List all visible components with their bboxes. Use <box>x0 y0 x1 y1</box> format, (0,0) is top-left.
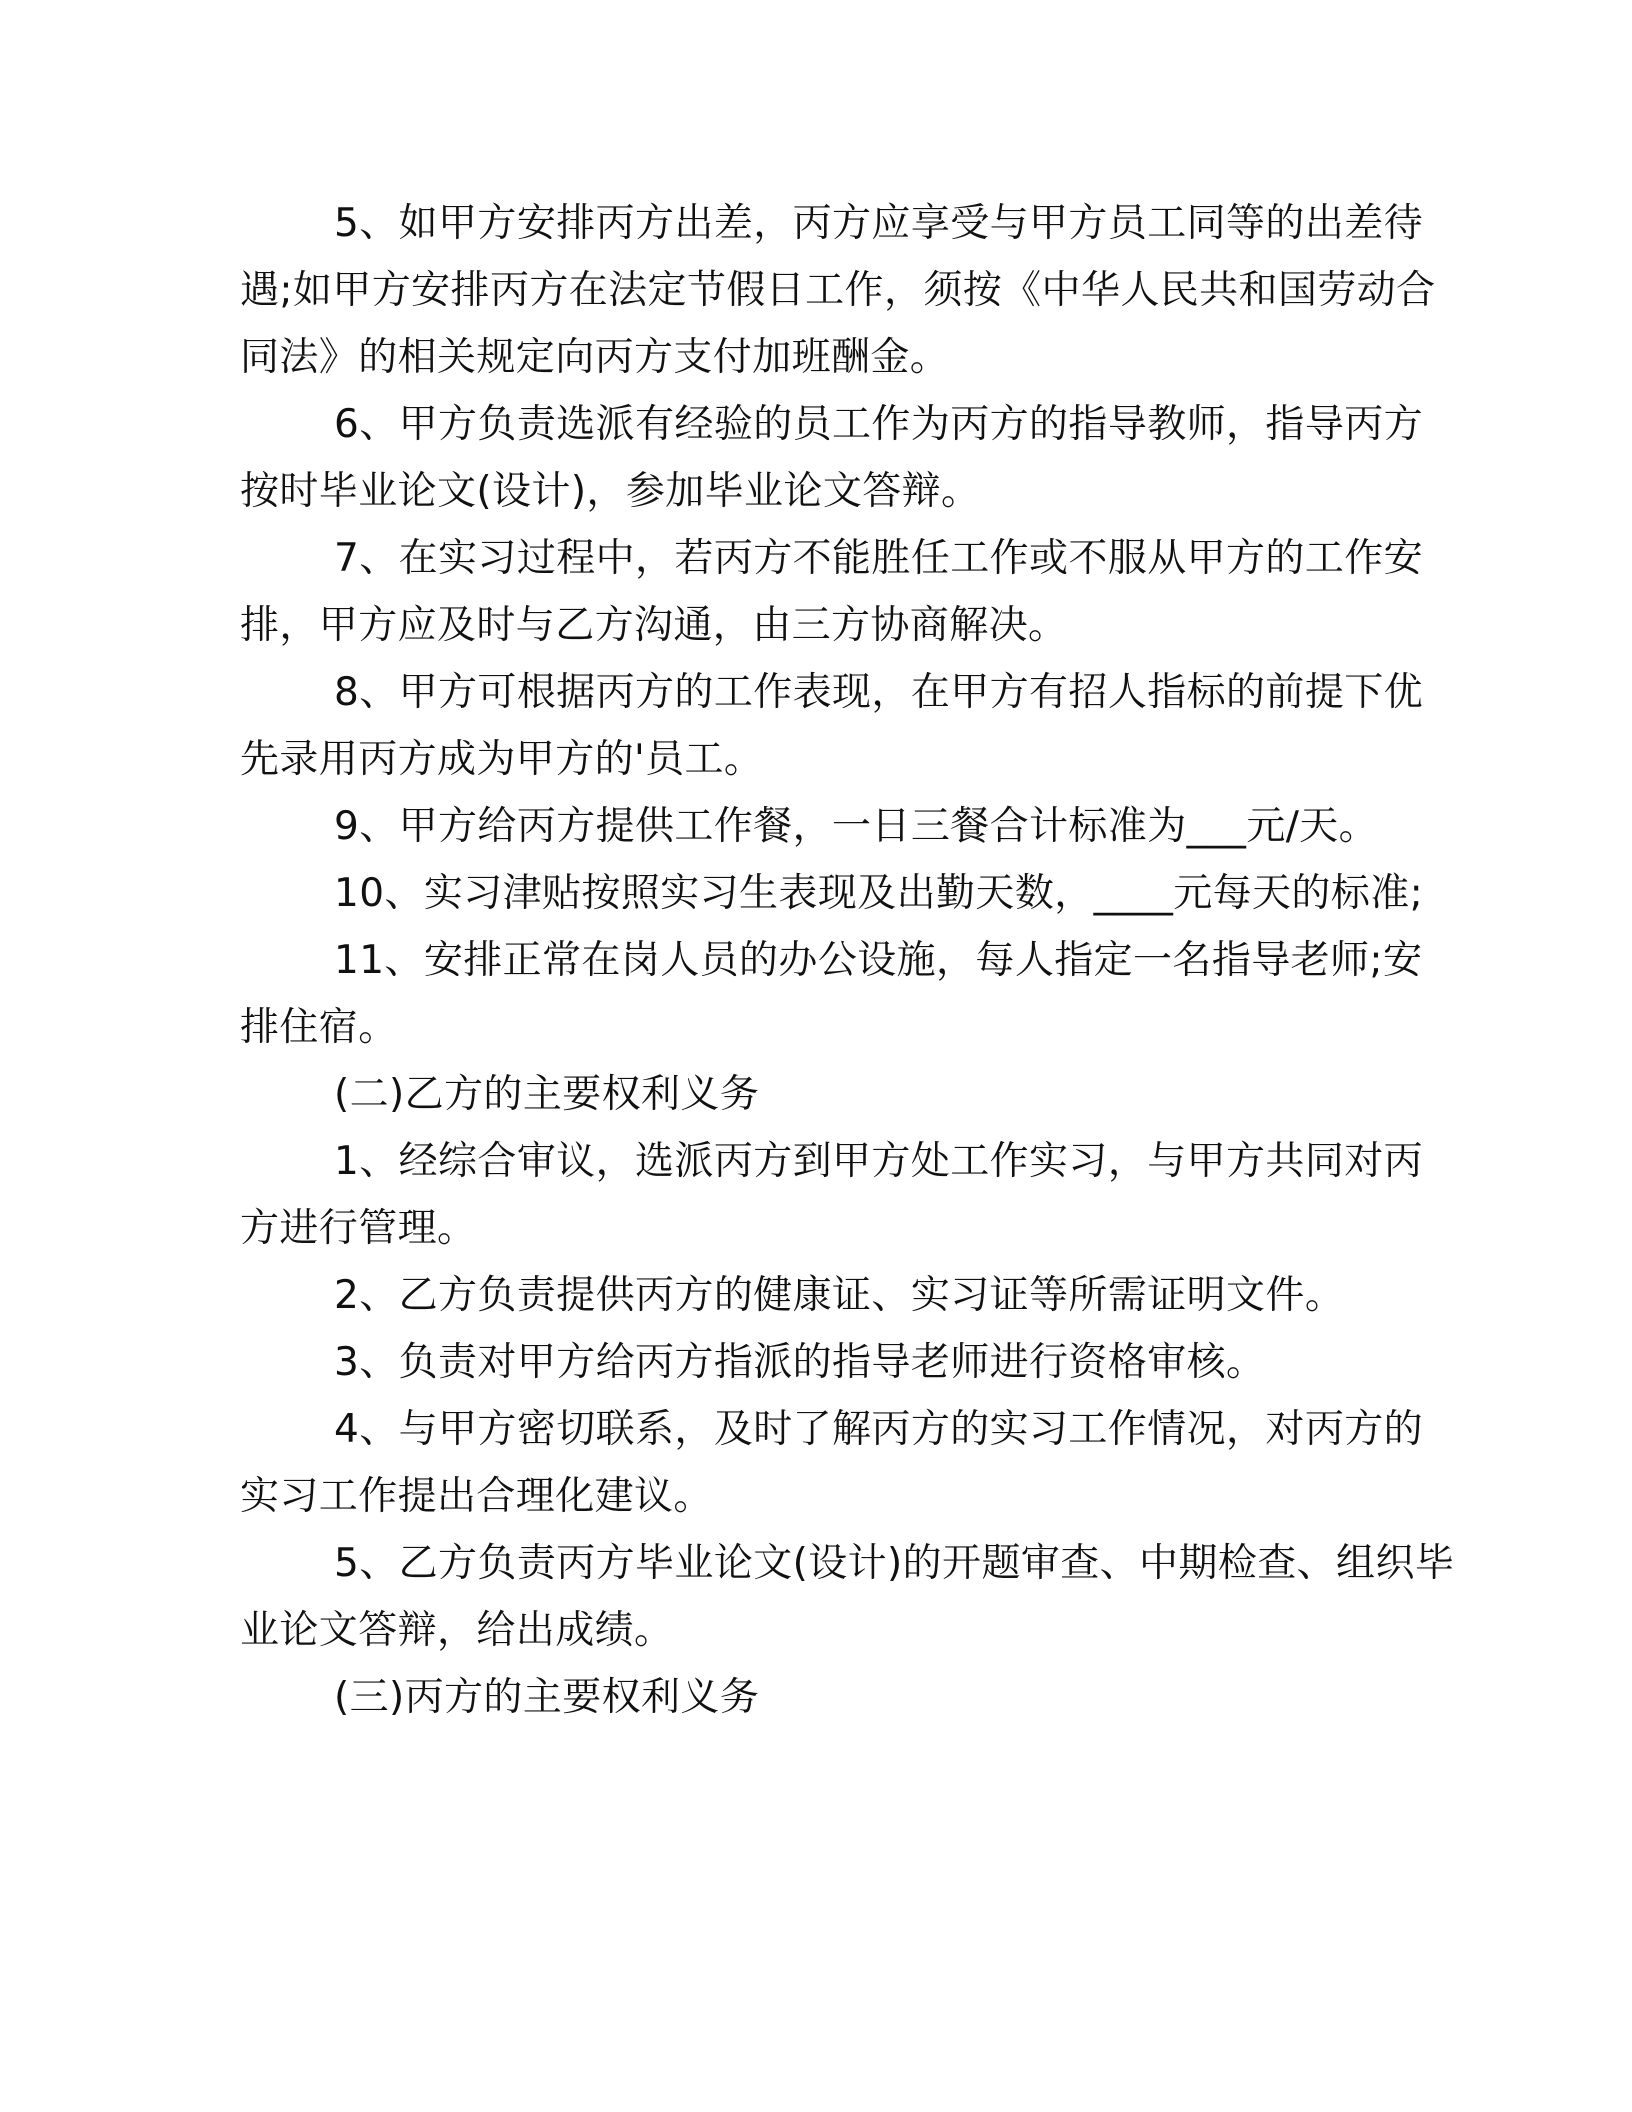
section-heading: (二)乙方的主要权利义务 <box>334 1072 760 1117</box>
text-line: 业论文答辩，给出成绩。 <box>240 1608 674 1653</box>
text-line: 方进行管理。 <box>240 1206 477 1251</box>
text-line: 实习工作提出合理化建议。 <box>240 1474 713 1519</box>
text-line: 4、与甲方密切联系，及时了解丙方的实习工作情况，对丙方的 <box>334 1407 1424 1452</box>
text-line: 排住宿。 <box>240 1005 398 1050</box>
text-line: 5、如甲方安排丙方出差，丙方应享受与甲方员工同等的出差待 <box>334 201 1424 246</box>
text-line: 11、安排正常在岗人员的办公设施，每人指定一名指导老师;安 <box>334 938 1423 983</box>
text-line: 先录用丙方成为甲方的'员工。 <box>240 737 764 782</box>
document-body <box>240 190 1455 1731</box>
text-line: 9、甲方给丙方提供工作餐，一日三餐合计标准为___元/天。 <box>334 804 1379 849</box>
text-line: 8、甲方可根据丙方的工作表现，在甲方有招人指标的前提下优 <box>334 670 1424 715</box>
section-heading: (三)丙方的主要权利义务 <box>334 1675 760 1720</box>
text-line: 7、在实习过程中，若丙方不能胜任工作或不服从甲方的工作安 <box>334 536 1424 581</box>
text-line: 10、实习津贴按照实习生表现及出勤天数，____元每天的标准; <box>334 871 1424 916</box>
text-line: 3、负责对甲方给丙方指派的指导老师进行资格审核。 <box>334 1340 1266 1385</box>
text-line: 遇;如甲方安排丙方在法定节假日工作，须按《中华人民共和国劳动合 <box>240 268 1436 313</box>
text-line: 6、甲方负责选派有经验的员工作为丙方的指导教师，指导丙方 <box>334 402 1424 447</box>
text-line: 1、经综合审议，选派丙方到甲方处工作实习，与甲方共同对丙 <box>334 1139 1424 1184</box>
text-line: 排，甲方应及时与乙方沟通，由三方协商解决。 <box>240 603 1068 648</box>
text-line: 5、乙方负责丙方毕业论文(设计)的开题审查、中期检查、组织毕 <box>334 1541 1455 1586</box>
text-line: 2、乙方负责提供丙方的健康证、实习证等所需证明文件。 <box>334 1273 1345 1318</box>
text-line: 同法》的相关规定向丙方支付加班酬金。 <box>240 335 950 380</box>
text-line: 按时毕业论文(设计)，参加毕业论文答辩。 <box>240 469 981 514</box>
